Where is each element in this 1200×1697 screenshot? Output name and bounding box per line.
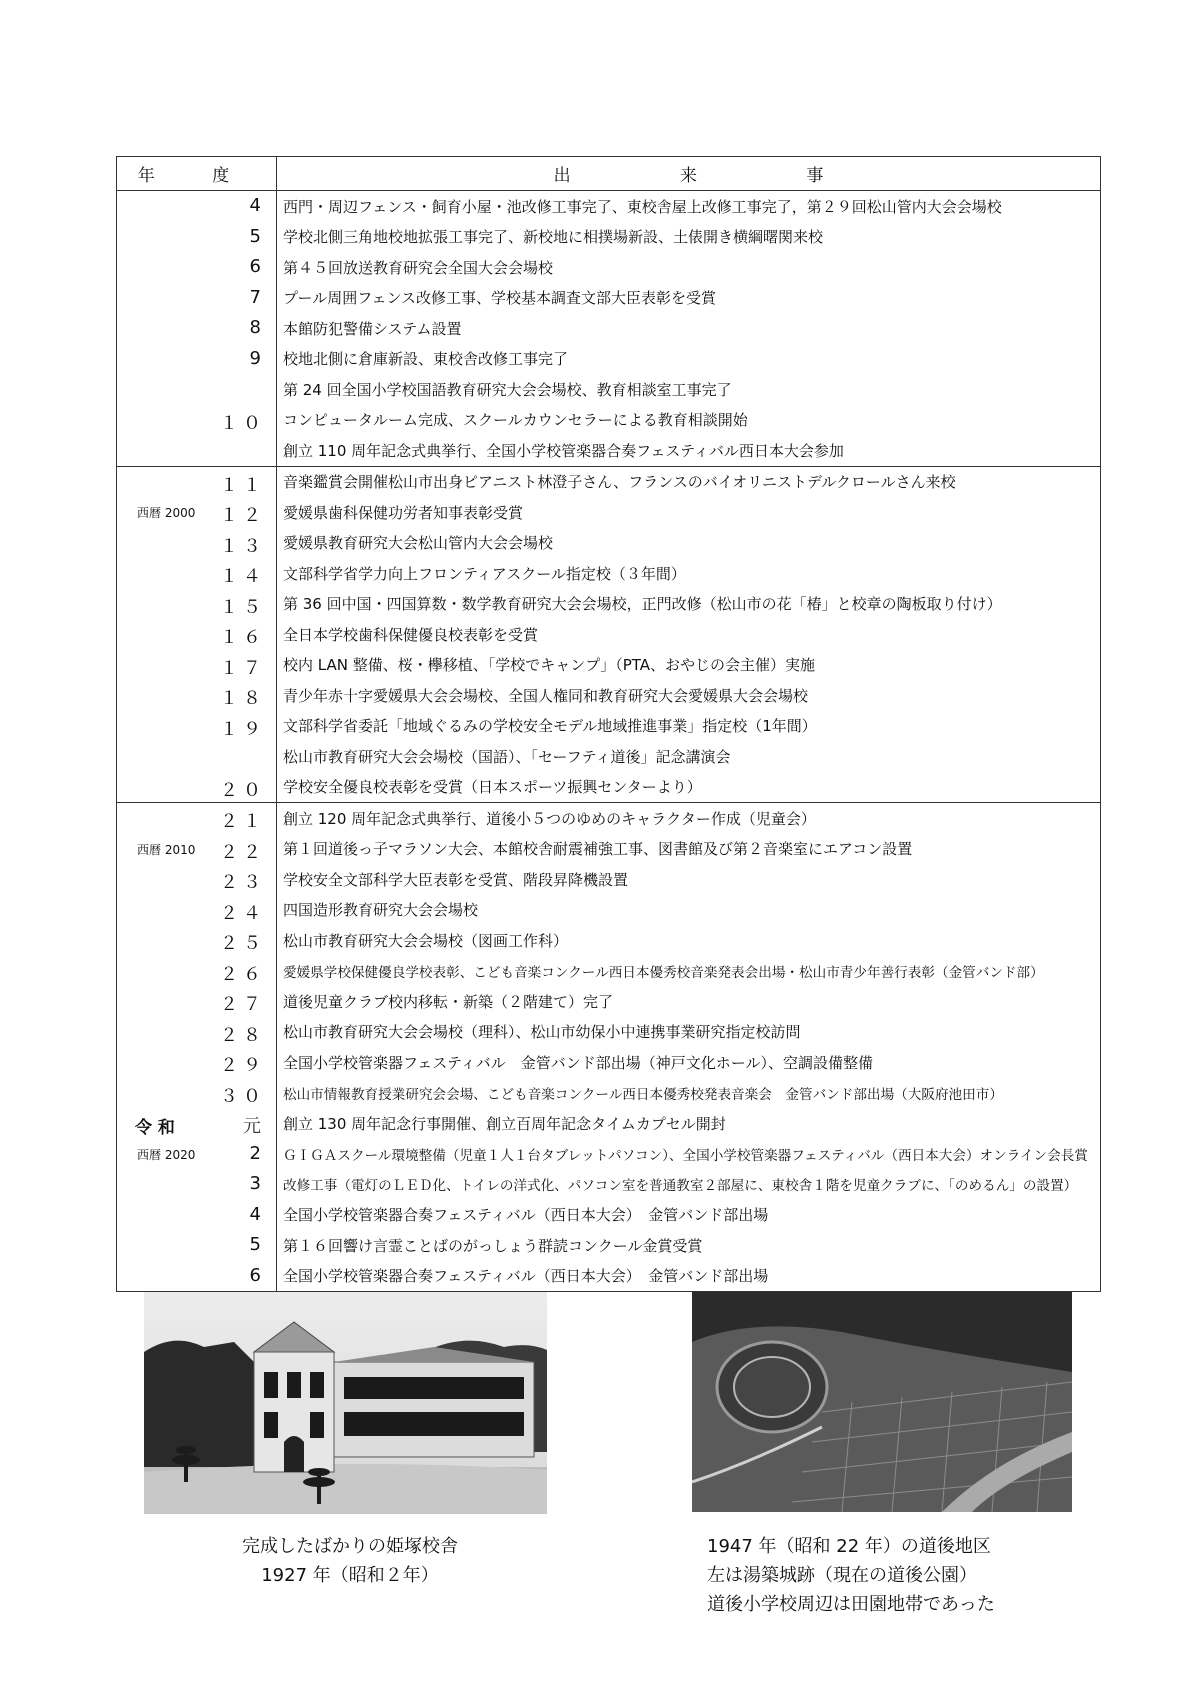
event-cell: 創立 120 周年記念式典挙行、道後小５つのゆめのキャラクター作成（児童会） [283, 809, 816, 828]
event-cell: 愛媛県学校保健優良学校表彰、こども音楽コンクール西日本優秀校音楽発表会出場・松山市青少年善行表彰（金管バンド部） [283, 964, 1044, 981]
event-cell: 第１６回響け言霊ことばのがっしょう群読コンクール金賞受賞 [283, 1236, 703, 1255]
year-cell [117, 1230, 277, 1261]
event-cell: 本館防犯警備システム設置 [283, 319, 462, 338]
right-photo-caption [707, 1532, 1127, 1619]
year-cell [117, 925, 277, 956]
table-row [117, 1200, 1101, 1231]
year-number: １７ [220, 657, 266, 679]
year-cell [117, 986, 277, 1017]
year-number: １６ [220, 627, 266, 648]
year-cell [117, 1200, 277, 1231]
year-number: 6 [249, 256, 266, 277]
year-number: 8 [249, 317, 266, 338]
year-number: ２０ [220, 779, 266, 801]
year-number: 5 [249, 225, 266, 247]
table-row [117, 1108, 1101, 1139]
year-cell [117, 191, 277, 222]
year-number: １１ [220, 474, 266, 496]
year-number: ２６ [220, 963, 266, 985]
table-row [117, 986, 1101, 1017]
table-row [117, 741, 1101, 772]
year-number: １２ [220, 505, 266, 526]
event-cell: 松山市情報教育授業研究会会場、こども音楽コンクール西日本優秀校発表音楽会 金管バンド部出場（大阪府池田市） [283, 1086, 1003, 1103]
table-row [117, 925, 1101, 956]
table-row [117, 803, 1101, 834]
year-number: 元 [243, 1116, 266, 1137]
era-label: 令 和 [135, 1118, 175, 1138]
event-cell: 全国小学校管楽器フェスティバル 金管バンド部出場（神戸文化ホール）、空調設備整備 [283, 1053, 873, 1072]
table-row [117, 252, 1101, 283]
year-cell [117, 680, 277, 711]
event-cell: 第１回道後っ子マラソン大会、本館校舎耐震補強工事、図書館及び第２音楽室にエアコン設置 [283, 840, 913, 859]
year-cell [117, 1078, 277, 1109]
event-cell: 愛媛県教育研究大会松山管内大会会場校 [283, 534, 554, 553]
event-cell: ＧＩＧＡスクール環境整備（児童１人１台タブレットパソコン）、全国小学校管楽器フェスティバル（西日本大会）オンライン会長賞 [283, 1147, 1088, 1164]
header-events: 出 来 事 [277, 157, 1101, 191]
year-number: １９ [220, 718, 266, 740]
year-cell [117, 1261, 277, 1292]
year-cell [117, 956, 277, 987]
table-row [117, 619, 1101, 650]
table-row [117, 313, 1101, 344]
year-number: １５ [220, 596, 266, 618]
table-row [117, 711, 1101, 742]
table-row [117, 680, 1101, 711]
event-cell: 文部科学省委託「地域ぐるみの学校安全モデル地域推進事業」指定校（1年間） [283, 717, 817, 736]
aerial-photo [692, 1292, 1072, 1512]
table-row [117, 1230, 1101, 1261]
table-row [117, 1078, 1101, 1109]
table-row [117, 466, 1101, 497]
year-number: ３０ [220, 1085, 266, 1107]
table-row [117, 191, 1101, 222]
table-row [117, 497, 1101, 528]
year-cell [117, 803, 277, 834]
event-cell: 四国造形教育研究大会会場校 [283, 901, 479, 920]
year-cell [117, 466, 277, 497]
table-row [117, 1261, 1101, 1292]
year-cell [117, 1139, 277, 1170]
western-year-label: 西暦 2020 [137, 1147, 196, 1162]
year-cell [117, 650, 277, 681]
year-cell [117, 435, 277, 466]
table-row [117, 1047, 1101, 1078]
table-row [117, 772, 1101, 803]
event-cell: 第４５回放送教育研究会全国大会会場校 [283, 258, 554, 277]
year-number: ２４ [220, 902, 266, 924]
event-cell: プール周囲フェンス改修工事、学校基本調査文部大臣表彰を受賞 [283, 289, 717, 308]
table-row [117, 1169, 1101, 1200]
event-cell: 音楽鑑賞会開催松山市出身ピアニスト林澄子さん、フランスのバイオリニストデルクロールさん来校 [283, 473, 956, 492]
table-row [117, 283, 1101, 314]
year-cell [117, 405, 277, 436]
event-cell: 創立 130 周年記念行事開催、創立百周年記念タイムカプセル開封 [283, 1114, 726, 1133]
event-cell: 第 24 回全国小学校国語教育研究大会会場校、教育相談室工事完了 [283, 380, 732, 399]
year-cell [117, 528, 277, 559]
event-cell: 愛媛県歯科保健功労者知事表彰受賞 [283, 503, 524, 522]
table-row [117, 956, 1101, 987]
year-cell [117, 344, 277, 375]
event-cell: 改修工事（電灯のＬＥＤ化、トイレの洋式化、パソコン室を普通教室２部屋に、東校舎１階を児童クラブに、「のめるん」の設置） [283, 1178, 1078, 1195]
year-number: 3 [249, 1173, 266, 1194]
event-cell: 青少年赤十字愛媛県大会会場校、全国人権同和教育研究大会愛媛県大会会場校 [283, 686, 809, 705]
table-row [117, 374, 1101, 405]
table-row [117, 895, 1101, 926]
left-caption-line1: 完成したばかりの姫塚校舎 [242, 1536, 458, 1557]
year-cell [117, 1047, 277, 1078]
event-cell: 学校北側三角地校地拡張工事完了、新校地に相撲場新設、土俵開き横綱曙関来校 [283, 228, 824, 247]
right-caption-line3: 道後小学校周辺は田園地帯であった [707, 1594, 995, 1615]
event-cell: 全国小学校管楽器合奏フェスティバル（西日本大会） 金管バンド部出場 [283, 1206, 769, 1225]
right-caption-line2: 左は湯築城跡（現在の道後公園） [707, 1565, 977, 1586]
year-number: 4 [249, 195, 266, 216]
year-number: ２２ [220, 841, 266, 863]
year-number: 5 [249, 1234, 266, 1255]
year-number: ２５ [220, 933, 266, 954]
year-cell [117, 895, 277, 926]
header-year: 年 度 [117, 157, 277, 191]
year-number: ２７ [220, 994, 266, 1015]
year-cell [117, 497, 277, 528]
year-number: １０ [220, 412, 266, 434]
year-number: １４ [220, 566, 266, 587]
event-cell: 松山市教育研究大会会場校（国語）、「セーフティ道後」記念講演会 [283, 747, 731, 766]
event-cell: 松山市教育研究大会会場校（図画工作科） [283, 931, 569, 950]
table-row [117, 650, 1101, 681]
event-cell: 校地北側に倉庫新設、東校舎改修工事完了 [283, 350, 569, 369]
year-cell [117, 1017, 277, 1048]
year-cell [117, 222, 277, 253]
year-cell [117, 589, 277, 620]
table-row [117, 864, 1101, 895]
table-row [117, 405, 1101, 436]
year-cell [117, 711, 277, 742]
year-cell [117, 1108, 277, 1139]
year-cell [117, 741, 277, 772]
table-row [117, 435, 1101, 466]
table-row [117, 1139, 1101, 1170]
event-cell: 全国小学校管楽器合奏フェスティバル（西日本大会） 金管バンド部出場 [277, 1261, 1101, 1292]
right-caption-line1: 1947 年（昭和 22 年）の道後地区 [707, 1536, 991, 1557]
year-number: １３ [220, 535, 266, 557]
table-row [117, 528, 1101, 559]
table-header [117, 157, 1101, 191]
table-row [117, 344, 1101, 375]
event-cell: 学校安全優良校表彰を受賞（日本スポーツ振興センターより） [277, 772, 1101, 803]
year-number: ２８ [220, 1024, 266, 1046]
year-number: 4 [249, 1203, 266, 1225]
year-cell [117, 619, 277, 650]
event-cell: 校内 LAN 整備、桜・欅移植、「学校でキャンプ」（PTA、おやじの会主催）実施 [283, 656, 816, 675]
table-row [117, 834, 1101, 865]
year-cell [117, 558, 277, 589]
year-cell [117, 772, 277, 803]
table-body [117, 191, 1101, 1292]
year-number: 7 [249, 286, 266, 308]
year-cell [117, 834, 277, 865]
year-number: ２９ [220, 1055, 266, 1076]
year-number: 6 [249, 1264, 266, 1286]
year-cell [117, 252, 277, 283]
event-cell: コンピュータルーム完成、スクールカウンセラーによる教育相談開始 [283, 411, 748, 430]
table-row [117, 222, 1101, 253]
event-cell: 松山市教育研究大会会場校（理科）、松山市幼保小中連携事業研究指定校訪問 [283, 1023, 801, 1042]
event-cell: 第 36 回中国・四国算数・数学教育研究大会会場校，正門改修（松山市の花「椿」と校章の陶板取り付け） [283, 595, 1002, 614]
table-row [117, 558, 1101, 589]
event-cell: 文部科学省学力向上フロンティアスクール指定校（３年間） [283, 564, 686, 583]
event-cell: 西門・周辺フェンス・飼育小屋・池改修工事完了、東校舎屋上改修工事完了，第２９回松山管内大会会場校 [283, 197, 1002, 216]
event-cell: 道後児童クラブ校内移転・新築（２階建て）完了 [283, 992, 614, 1011]
western-year-label: 西暦 2010 [137, 842, 196, 857]
event-cell: 全日本学校歯科保健優良校表彰を受賞 [283, 625, 539, 644]
year-number: 2 [249, 1142, 266, 1164]
year-cell [117, 283, 277, 314]
year-cell [117, 1169, 277, 1200]
left-photo-caption [190, 1532, 510, 1590]
left-caption-line2: 1927 年（昭和２年） [261, 1565, 439, 1586]
event-cell: 学校安全文部科学大臣表彰を受賞、階段昇降機設置 [283, 870, 629, 889]
year-cell [117, 313, 277, 344]
school-building-photo [144, 1292, 547, 1514]
table-row [117, 589, 1101, 620]
event-cell: 創立 110 周年記念式典挙行、全国小学校管楽器合奏フェスティバル西日本大会参加 [277, 435, 1101, 466]
year-cell [117, 864, 277, 895]
western-year-label: 西暦 2000 [137, 506, 196, 520]
table-row [117, 1017, 1101, 1048]
year-number: １８ [220, 688, 266, 709]
year-number: 9 [249, 347, 266, 369]
history-table [116, 156, 1101, 1292]
year-number: ２１ [220, 811, 266, 832]
year-cell [117, 374, 277, 405]
year-number: ２３ [220, 872, 266, 893]
